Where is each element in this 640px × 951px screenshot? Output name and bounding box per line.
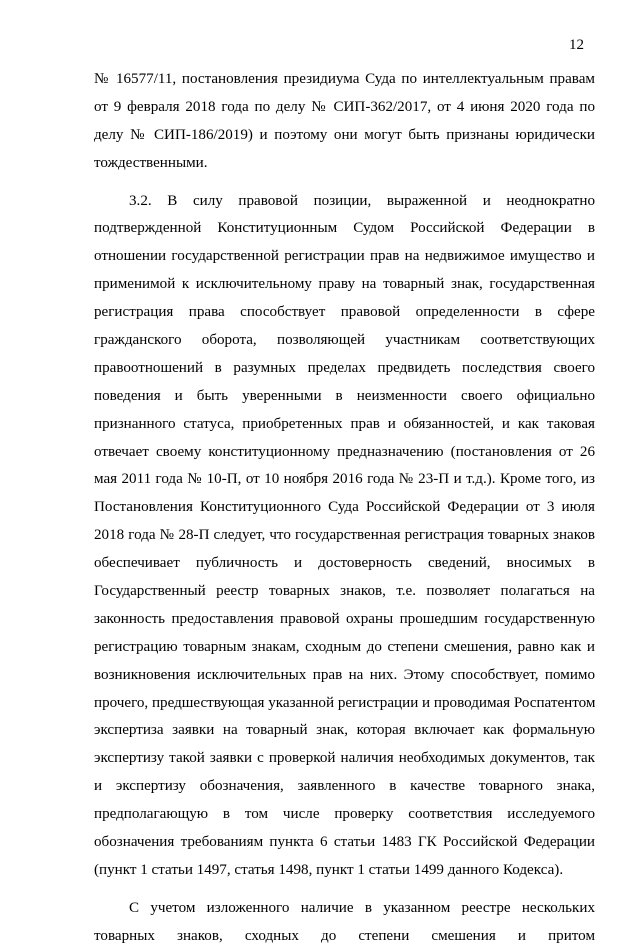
text-line: С учетом изложенного наличие в указанном реестре нескольких xyxy=(129,899,595,916)
document-body xyxy=(94,66,595,951)
text-line: применимой к исключительному праву на товарный знак, государственная xyxy=(94,276,595,293)
text-line: экспертиза заявки на товарный знак, которая включает как формальную xyxy=(94,722,595,739)
text-line: (пункт 1 статьи 1497, статья 1498, пункт 1 статьи 1499 данного Кодекса). xyxy=(94,861,564,878)
text-line: Государственный реестр товарных знаков, т.е. позволяет полагаться на xyxy=(94,583,595,600)
text-line: экспертизу такой заявки с проверкой наличия необходимых документов, так xyxy=(94,750,595,767)
text-line: и экспертизу обозначения, заявленного в качестве товарного знака, xyxy=(94,778,595,795)
text-line: регистрация права способствует правовой определенности в сфере xyxy=(94,304,595,321)
text-line: прочего, предшествующая указанной регистрации и проводимая Роспатентом xyxy=(94,694,595,711)
text-line: отношении государственной регистрации прав на недвижимое имущество и xyxy=(94,248,595,265)
text-line: поведения и быть уверенными в неизменности своего официально xyxy=(94,387,595,404)
text-line: 3.2. В силу правовой позиции, выраженной и неоднократно xyxy=(129,192,595,209)
text-line: тождественными. xyxy=(94,154,208,171)
text-line: 2018 года № 28-П следует, что государственная регистрация товарных знаков xyxy=(94,527,595,544)
text-line: товарных знаков, сходных до степени смешения и притом xyxy=(94,927,595,944)
text-line: предполагающую в том числе проверку соответствия исследуемого xyxy=(94,806,595,823)
text-line: от 9 февраля 2018 года по делу № СИП-362/2017, от 4 июня 2020 года по xyxy=(94,98,595,115)
text-line: признанного статуса, приобретенных прав и обязанностей, и как таковая xyxy=(94,415,595,432)
text-line: подтвержденной Конституционным Судом Российской Федерации в xyxy=(94,220,595,237)
paragraph-continuation xyxy=(94,66,595,178)
text-line: отвечает своему конституционному предназначению (постановления от 26 xyxy=(94,443,595,460)
text-line: обозначения требованиям пункта 6 статьи 1483 ГК Российской Федерации xyxy=(94,834,595,851)
page-number: 12 xyxy=(569,37,584,53)
paragraph-section-3-2 xyxy=(94,188,595,885)
text-line: Постановления Конституционного Суда Российской Федерации от 3 июля xyxy=(94,499,595,516)
text-line: гражданского оборота, позволяющей участникам соответствующих xyxy=(94,332,595,349)
text-line: возникновения исключительных прав на них. Этому способствует, помимо xyxy=(94,666,595,683)
text-line: регистрацию товарным знакам, сходным до степени смешения, равно как и xyxy=(94,638,595,655)
paragraph-conclusion xyxy=(94,895,595,951)
text-line: законность предоставления правовой охраны прошедшим государственную xyxy=(94,610,595,627)
text-line: обеспечивает публичность и достоверность сведений, вносимых в xyxy=(94,555,595,572)
text-line: правоотношений в разумных пределах предвидеть последствия своего xyxy=(94,359,595,376)
text-line: делу № СИП-186/2019) и поэтому они могут быть признаны юридически xyxy=(94,126,595,143)
text-line: № 16577/11, постановления президиума Суда по интеллектуальным правам xyxy=(94,71,595,87)
text-line: мая 2011 года № 10-П, от 10 ноября 2016 года № 23-П и т.д.). Кроме того, из xyxy=(94,471,595,488)
